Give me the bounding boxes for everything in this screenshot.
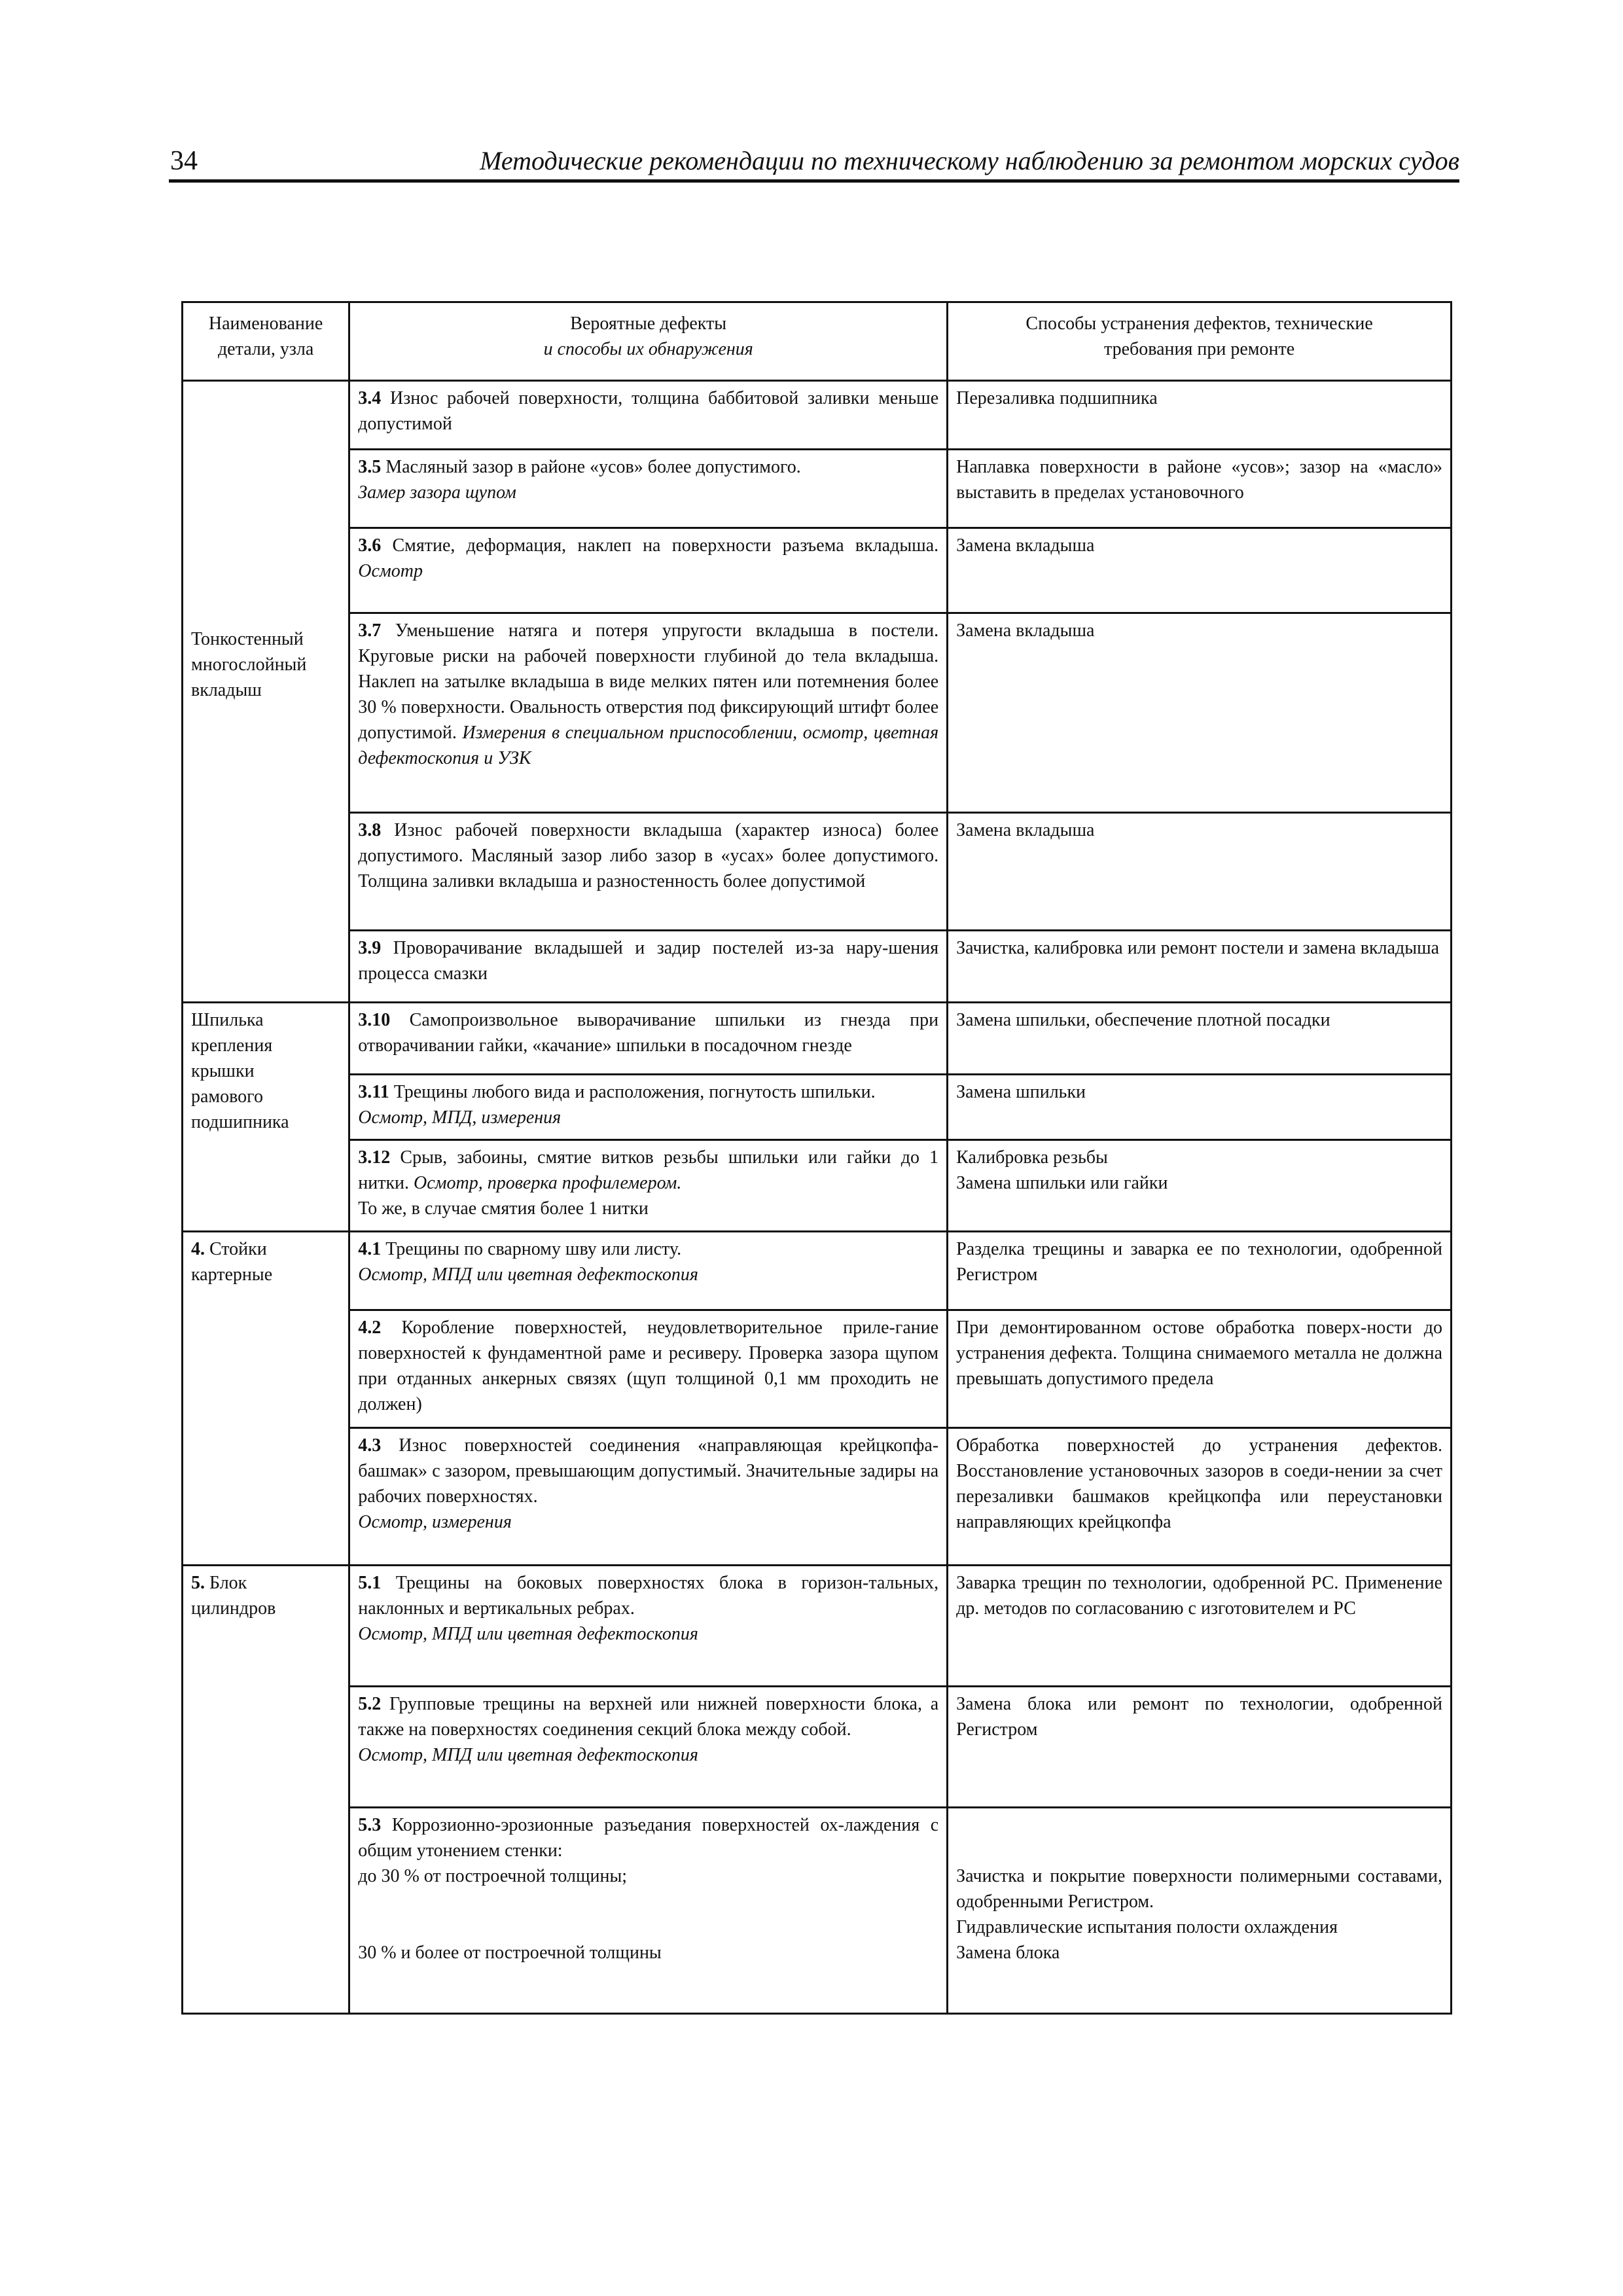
defect-cell: 3.9 Проворачивание вкладышей и задир постелей из-за нару-шения процесса смазки <box>349 931 948 1003</box>
table-row <box>183 1428 1452 1566</box>
remedy-cell: Замена шпильки, обеспечение плотной посадки <box>948 1003 1452 1075</box>
defect-cell: 3.5 Масляный зазор в районе «усов» более допустимого. Замер зазора щупом <box>349 450 948 528</box>
page-header <box>169 143 1459 183</box>
part-name-block: 5. Блок цилиндров <box>183 1566 349 2014</box>
remedy-cell: Зачистка, калибровка или ремонт постели и замена вкладыша <box>948 931 1452 1003</box>
header-part-name: Наименование детали, узла <box>183 302 349 381</box>
remedy-cell: Обработка поверхностей до устранения дефектов. Восстановление установочных зазоров в соеди-нении за счет перезаливки башмаков крейцкопфа или переустановки направляющих крейцкопфа <box>948 1428 1452 1566</box>
remedy-cell: Замена вкладыша <box>948 613 1452 813</box>
defect-cell: 3.8 Износ рабочей поверхности вкладыша (характер износа) более допустимого. Масляный зазор либо зазор в «усах» более допустимого. Толщина заливки вкладыша и разностенность более допустимой <box>349 813 948 931</box>
table-row <box>183 450 1452 528</box>
table-row <box>183 1232 1452 1310</box>
defect-cell: 3.12 Срыв, забоины, смятие витков резьбы шпильки или гайки до 1 нитки. Осмотр, проверка профилемером. То же, в случае смятия более 1 нитки <box>349 1140 948 1232</box>
table-row <box>183 931 1452 1003</box>
defect-cell: 4.1 Трещины по сварному шву или листу. Осмотр, МПД или цветная дефектоскопия <box>349 1232 948 1310</box>
running-title: Методические рекомендации по техническому наблюдению за ремонтом морских судов <box>480 146 1459 175</box>
remedy-cell: Зачистка и покрытие поверхности полимерными составами, одобренными Регистром. Гидравлические испытания полости охлаждения Замена блока <box>948 1808 1452 2014</box>
defect-cell: 4.3 Износ поверхностей соединения «направляющая крейцкопфа-башмак» с зазором, превышающим допустимый. Значительные задиры на рабочих поверхностях. Осмотр, измерения <box>349 1428 948 1566</box>
table-row <box>183 1075 1452 1140</box>
defect-cell: 3.11 Трещины любого вида и расположения, погнутость шпильки. Осмотр, МПД, измерения <box>349 1075 948 1140</box>
table-row <box>183 1566 1452 1687</box>
remedy-cell: Разделка трещины и заварка ее по технологии, одобренной Регистром <box>948 1232 1452 1310</box>
remedy-cell: Замена вкладыша <box>948 528 1452 613</box>
table-row <box>183 381 1452 450</box>
page-number: 34 <box>170 146 198 176</box>
remedy-cell: Перезаливка подшипника <box>948 381 1452 450</box>
table-row <box>183 528 1452 613</box>
defect-cell: 4.2 Коробление поверхностей, неудовлетворительное приле-гание поверхностей к фундаментной раме и ресиверу. Проверка зазора щупом при отданных анкерных связях (щуп толщиной 0,1 мм проходить не должен) <box>349 1310 948 1428</box>
table-header-row <box>183 302 1452 381</box>
table-row <box>183 813 1452 931</box>
remedy-cell: Наплавка поверхности в районе «усов»; зазор на «масло» выставить в пределах установочного <box>948 450 1452 528</box>
defect-cell: 3.4 Износ рабочей поверхности, толщина баббитовой заливки меньше допустимой <box>349 381 948 450</box>
defect-cell: 3.10 Самопроизвольное выворачивание шпильки из гнезда при отворачивании гайки, «качание» шпильки в посадочном гнезде <box>349 1003 948 1075</box>
remedy-cell: Калибровка резьбы Замена шпильки или гайки <box>948 1140 1452 1232</box>
table-row <box>183 613 1452 813</box>
remedy-cell: Заварка трещин по технологии, одобренной РС. Применение др. методов по согласованию с изготовителем и РС <box>948 1566 1452 1687</box>
defect-cell: 5.2 Групповые трещины на верхней или нижней поверхности блока, а также на поверхностях соединения секций блока между собой. Осмотр, МПД или цветная дефектоскопия <box>349 1687 948 1808</box>
header-defects: Вероятные дефекты и способы их обнаружения <box>349 302 948 381</box>
defect-cell: 5.3 Коррозионно-эрозионные разъедания поверхностей ох-лаждения с общим утонением стенки: до 30 % от построечной толщины; 30 % и более от построечной толщины <box>349 1808 948 2014</box>
defect-cell: 5.1 Трещины на боковых поверхностях блока в горизон-тальных, наклонных и вертикальных ребрах. Осмотр, МПД или цветная дефектоскопия <box>349 1566 948 1687</box>
remedy-cell: При демонтированном остове обработка поверх-ности до устранения дефекта. Толщина снимаемого металла не должна превышать допустимого предела <box>948 1310 1452 1428</box>
part-name-racks: 4. Стойки картерные <box>183 1232 349 1566</box>
part-name-stud: Шпилька крепления крышки рамового подшипника <box>183 1003 349 1232</box>
table-row <box>183 1687 1452 1808</box>
header-remedies: Способы устранения дефектов, технические требования при ремонте <box>948 302 1452 381</box>
table-row <box>183 1140 1452 1232</box>
table-row <box>183 1310 1452 1428</box>
remedy-cell: Замена вкладыша <box>948 813 1452 931</box>
table-row <box>183 1003 1452 1075</box>
part-name-thin-liner: Тонкостенный многослойный вкладыш <box>183 381 349 1003</box>
remedy-cell: Замена шпильки <box>948 1075 1452 1140</box>
remedy-cell: Замена блока или ремонт по технологии, одобренной Регистром <box>948 1687 1452 1808</box>
defects-table <box>181 301 1452 2015</box>
defect-cell: 3.7 Уменьшение натяга и потеря упругости вкладыша в постели. Круговые риски на рабочей поверхности глубиной до тела вкладыша. Наклеп на затылке вкладыша в виде мелких пятен или потемнения более 30 % поверхности. Овальность отверстия под фиксирующий штифт более допустимой. Измерения в специальном приспособлении, осмотр, цветная дефектоскопия и УЗК <box>349 613 948 813</box>
table-row <box>183 1808 1452 2014</box>
defect-cell: 3.6 Смятие, деформация, наклеп на поверхности разъема вкладыша. Осмотр <box>349 528 948 613</box>
